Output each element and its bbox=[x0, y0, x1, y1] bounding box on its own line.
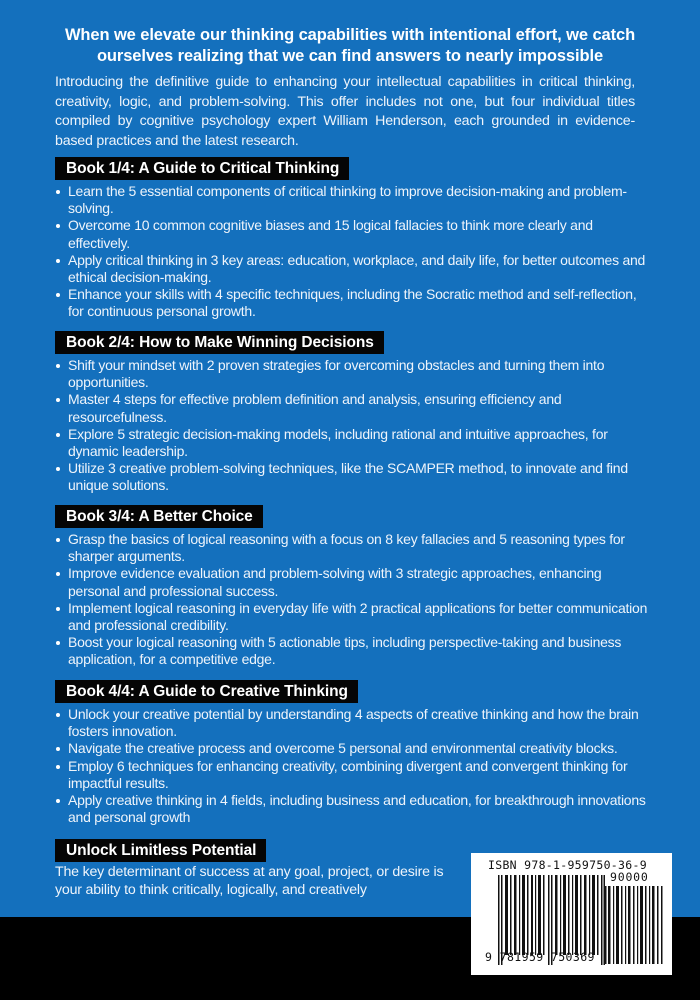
book-4-title: Book 4/4: A Guide to Creative Thinking bbox=[55, 680, 358, 703]
book-3-title: Book 3/4: A Better Choice bbox=[55, 505, 263, 528]
bullet-item: Overcome 10 common cognitive biases and 15 logical fallacies to think more clearly and effectively. bbox=[55, 217, 655, 251]
book-3-bullets bbox=[55, 531, 655, 669]
bullet-item: Navigate the creative process and overcome 5 personal and environmental creativity blocks. bbox=[55, 740, 655, 757]
bullet-item: Grasp the basics of logical reasoning with a focus on 8 key fallacies and 5 reasoning types for sharper arguments. bbox=[55, 531, 655, 565]
price-code: 90000 bbox=[610, 870, 649, 884]
headline: When we elevate our thinking capabilities with intentional effort, we catch ourselves realizing that we can find answers to nearly impossible bbox=[64, 26, 636, 65]
book-2-section bbox=[55, 331, 655, 495]
bullet-item: Apply critical thinking in 3 key areas: education, workplace, and daily life, for better outcomes and ethical decision-making. bbox=[55, 252, 655, 286]
book-2-bullets bbox=[55, 357, 655, 495]
bullet-item: Apply creative thinking in 4 fields, including business and education, for breakthrough innovations and personal growth bbox=[55, 792, 655, 826]
bullet-item: Explore 5 strategic decision-making models, including rational and intuitive approaches, for dynamic leadership. bbox=[55, 426, 655, 460]
bullet-item: Master 4 steps for effective problem definition and analysis, ensuring efficiency and resourcefulness. bbox=[55, 391, 655, 425]
closing-title: Unlock Limitless Potential bbox=[55, 839, 266, 862]
intro-paragraph: Introducing the definitive guide to enhancing your intellectual capabilities in critical thinking, creativity, logic, and problem-solving. This offer includes not one, but four individual titles compiled by cognitive psychology expert William Henderson, each grounded in evidence-based practices and the latest research. bbox=[55, 74, 635, 149]
book-2-title: Book 2/4: How to Make Winning Decisions bbox=[55, 331, 384, 354]
bullet-item: Shift your mindset with 2 proven strategies for overcoming obstacles and turning them into opportunities. bbox=[55, 357, 655, 391]
bullet-item: Implement logical reasoning in everyday life with 2 practical applications for better communication and professional credibility. bbox=[55, 600, 655, 634]
bullet-item: Boost your logical reasoning with 5 actionable tips, including perspective-taking and business application, for a competitive edge. bbox=[55, 634, 655, 668]
closing-text: The key determinant of success at any goal, project, or desire is your ability to think critically, logically, and creatively bbox=[55, 864, 444, 898]
isbn-barcode bbox=[471, 853, 672, 975]
bullet-item: Learn the 5 essential components of critical thinking to improve decision-making and problem-solving. bbox=[55, 183, 655, 217]
bullet-item: Utilize 3 creative problem-solving techniques, like the SCAMPER method, to innovate and find unique solutions. bbox=[55, 460, 655, 494]
bullet-item: Improve evidence evaluation and problem-solving with 3 strategic approaches, enhancing personal and professional success. bbox=[55, 565, 655, 599]
book-3-section bbox=[55, 505, 655, 669]
ean-digits: 9 781959 750369 bbox=[485, 950, 595, 964]
bullet-item: Unlock your creative potential by understanding 4 aspects of creative thinking and how the brain fosters innovation. bbox=[55, 706, 655, 740]
barcode-addon-bars-icon bbox=[605, 886, 665, 964]
book-4-bullets bbox=[55, 706, 655, 826]
bullet-item: Employ 6 techniques for enhancing creativity, combining divergent and convergent thinking for impactful results. bbox=[55, 758, 655, 792]
bullet-item: Enhance your skills with 4 specific techniques, including the Socratic method and self-reflection, for continuous personal growth. bbox=[55, 286, 655, 320]
book-1-title: Book 1/4: A Guide to Critical Thinking bbox=[55, 157, 349, 180]
book-1-section bbox=[55, 157, 655, 321]
isbn-label: ISBN 978-1-959750-36-9 bbox=[488, 858, 647, 872]
book-1-bullets bbox=[55, 183, 655, 321]
book-4-section bbox=[55, 680, 655, 826]
